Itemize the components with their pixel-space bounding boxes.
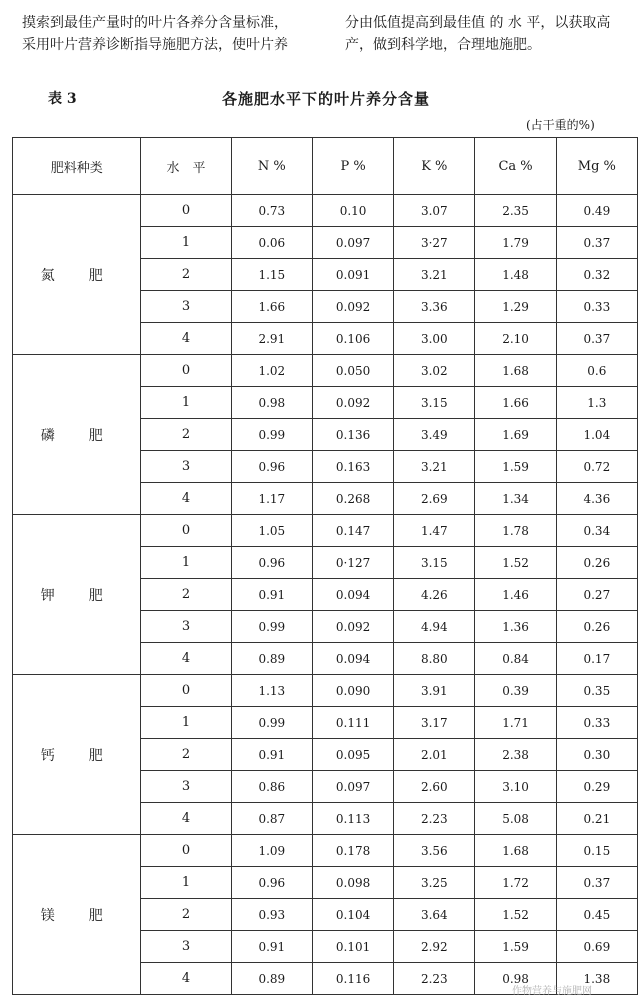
k-value-cell: 3.64 xyxy=(394,899,475,931)
k-value-cell: 4.26 xyxy=(394,579,475,611)
ca-value-cell: 0.39 xyxy=(475,675,556,707)
header-level: 水 平 xyxy=(141,138,231,195)
watermark: 作物营养与施肥网 xyxy=(512,986,592,997)
header-mg: Mg % xyxy=(556,138,637,195)
p-value-cell: 0.097 xyxy=(312,227,393,259)
level-cell: 4 xyxy=(141,643,231,675)
p-value-cell: 0.098 xyxy=(312,867,393,899)
n-value-cell: 0.87 xyxy=(231,803,312,835)
k-value-cell: 3.36 xyxy=(394,291,475,323)
k-value-cell: 2.69 xyxy=(394,483,475,515)
p-value-cell: 0.113 xyxy=(312,803,393,835)
p-value-cell: 0.097 xyxy=(312,771,393,803)
level-cell: 2 xyxy=(141,739,231,771)
mg-value-cell: 1.3 xyxy=(556,387,637,419)
header-ca: Ca % xyxy=(475,138,556,195)
ca-value-cell: 1.66 xyxy=(475,387,556,419)
table-row xyxy=(13,675,638,707)
ca-value-cell: 0.98 xyxy=(475,963,556,995)
header-p: P % xyxy=(312,138,393,195)
level-cell: 4 xyxy=(141,803,231,835)
k-value-cell: 3.21 xyxy=(394,451,475,483)
k-value-cell: 8.80 xyxy=(394,643,475,675)
level-cell: 3 xyxy=(141,931,231,963)
level-cell: 1 xyxy=(141,707,231,739)
level-cell: 4 xyxy=(141,323,231,355)
header-k: K % xyxy=(394,138,475,195)
p-value-cell: 0.136 xyxy=(312,419,393,451)
n-value-cell: 1.02 xyxy=(231,355,312,387)
ca-value-cell: 1.52 xyxy=(475,547,556,579)
k-value-cell: 3.21 xyxy=(394,259,475,291)
level-cell: 2 xyxy=(141,899,231,931)
mg-value-cell: 0.32 xyxy=(556,259,637,291)
k-value-cell: 1.47 xyxy=(394,515,475,547)
p-value-cell: 0.050 xyxy=(312,355,393,387)
mg-value-cell: 0.26 xyxy=(556,547,637,579)
intro-right-line-2: 产，做到科学地，合理地施肥。 xyxy=(345,37,541,53)
nutrient-table xyxy=(12,137,638,995)
ca-value-cell: 1.34 xyxy=(475,483,556,515)
k-value-cell: 2.23 xyxy=(394,803,475,835)
ca-value-cell: 1.78 xyxy=(475,515,556,547)
ca-value-cell: 1.79 xyxy=(475,227,556,259)
fertilizer-type-cell: 钾 肥 xyxy=(13,515,141,675)
intro-left-line-1: 摸索到最佳产量时的叶片各养分含量标准， xyxy=(22,15,288,31)
p-value-cell: 0.101 xyxy=(312,931,393,963)
level-cell: 3 xyxy=(141,611,231,643)
k-value-cell: 3.56 xyxy=(394,835,475,867)
n-value-cell: 1.17 xyxy=(231,483,312,515)
k-value-cell: 3.49 xyxy=(394,419,475,451)
n-value-cell: 1.66 xyxy=(231,291,312,323)
fertilizer-type-cell: 钙 肥 xyxy=(13,675,141,835)
mg-value-cell: 0.27 xyxy=(556,579,637,611)
level-cell: 4 xyxy=(141,483,231,515)
ca-value-cell: 1.52 xyxy=(475,899,556,931)
intro-right-column xyxy=(345,12,637,56)
n-value-cell: 0.86 xyxy=(231,771,312,803)
k-value-cell: 3.17 xyxy=(394,707,475,739)
table-row xyxy=(13,195,638,227)
p-value-cell: 0.111 xyxy=(312,707,393,739)
header-row xyxy=(13,138,638,195)
table-row xyxy=(13,355,638,387)
k-value-cell: 3.91 xyxy=(394,675,475,707)
mg-value-cell: 0.72 xyxy=(556,451,637,483)
level-cell: 0 xyxy=(141,675,231,707)
level-cell: 2 xyxy=(141,579,231,611)
n-value-cell: 1.09 xyxy=(231,835,312,867)
n-value-cell: 0.91 xyxy=(231,579,312,611)
mg-value-cell: 0.37 xyxy=(556,867,637,899)
p-value-cell: 0.091 xyxy=(312,259,393,291)
p-value-cell: 0·127 xyxy=(312,547,393,579)
header-n: N % xyxy=(231,138,312,195)
k-value-cell: 2.23 xyxy=(394,963,475,995)
level-cell: 1 xyxy=(141,547,231,579)
level-cell: 2 xyxy=(141,259,231,291)
k-value-cell: 2.01 xyxy=(394,739,475,771)
level-cell: 3 xyxy=(141,451,231,483)
table-row xyxy=(13,835,638,867)
table-header xyxy=(13,138,638,195)
n-value-cell: 0.99 xyxy=(231,707,312,739)
mg-value-cell: 0.35 xyxy=(556,675,637,707)
mg-value-cell: 0.29 xyxy=(556,771,637,803)
n-value-cell: 0.96 xyxy=(231,867,312,899)
n-value-cell: 0.06 xyxy=(231,227,312,259)
ca-value-cell: 1.29 xyxy=(475,291,556,323)
level-cell: 3 xyxy=(141,771,231,803)
mg-value-cell: 0.33 xyxy=(556,291,637,323)
unit-note: (占干重的%) xyxy=(526,118,595,132)
ca-value-cell: 3.10 xyxy=(475,771,556,803)
k-value-cell: 3.00 xyxy=(394,323,475,355)
ca-value-cell: 1.46 xyxy=(475,579,556,611)
table-body xyxy=(13,195,638,995)
level-cell: 4 xyxy=(141,963,231,995)
k-value-cell: 3.25 xyxy=(394,867,475,899)
mg-value-cell: 0.26 xyxy=(556,611,637,643)
table-title: 各施肥水平下的叶片养分含量 xyxy=(222,90,431,108)
n-value-cell: 1.05 xyxy=(231,515,312,547)
mg-value-cell: 1.04 xyxy=(556,419,637,451)
mg-value-cell: 0.37 xyxy=(556,227,637,259)
ca-value-cell: 0.84 xyxy=(475,643,556,675)
n-value-cell: 1.13 xyxy=(231,675,312,707)
fertilizer-type-cell: 磷 肥 xyxy=(13,355,141,515)
mg-value-cell: 0.30 xyxy=(556,739,637,771)
n-value-cell: 0.89 xyxy=(231,643,312,675)
p-value-cell: 0.092 xyxy=(312,611,393,643)
level-cell: 0 xyxy=(141,835,231,867)
n-value-cell: 1.15 xyxy=(231,259,312,291)
intro-right-line-1: 分由低值提高到最佳值 的 水 平，以获取高 xyxy=(345,15,611,31)
p-value-cell: 0.094 xyxy=(312,643,393,675)
ca-value-cell: 1.69 xyxy=(475,419,556,451)
mg-value-cell: 0.45 xyxy=(556,899,637,931)
fertilizer-type-cell: 镁 肥 xyxy=(13,835,141,995)
k-value-cell: 3.15 xyxy=(394,547,475,579)
n-value-cell: 0.96 xyxy=(231,451,312,483)
ca-value-cell: 5.08 xyxy=(475,803,556,835)
fertilizer-type-cell: 氮 肥 xyxy=(13,195,141,355)
ca-value-cell: 2.38 xyxy=(475,739,556,771)
k-value-cell: 2.60 xyxy=(394,771,475,803)
n-value-cell: 0.91 xyxy=(231,739,312,771)
k-value-cell: 3·27 xyxy=(394,227,475,259)
ca-value-cell: 1.71 xyxy=(475,707,556,739)
p-value-cell: 0.092 xyxy=(312,291,393,323)
level-cell: 1 xyxy=(141,227,231,259)
level-cell: 2 xyxy=(141,419,231,451)
ca-value-cell: 1.68 xyxy=(475,355,556,387)
k-value-cell: 3.02 xyxy=(394,355,475,387)
n-value-cell: 0.93 xyxy=(231,899,312,931)
n-value-cell: 0.99 xyxy=(231,611,312,643)
ca-value-cell: 1.59 xyxy=(475,931,556,963)
p-value-cell: 0.147 xyxy=(312,515,393,547)
level-cell: 1 xyxy=(141,387,231,419)
p-value-cell: 0.10 xyxy=(312,195,393,227)
ca-value-cell: 1.48 xyxy=(475,259,556,291)
p-value-cell: 0.163 xyxy=(312,451,393,483)
mg-value-cell: 0.6 xyxy=(556,355,637,387)
mg-value-cell: 0.49 xyxy=(556,195,637,227)
p-value-cell: 0.090 xyxy=(312,675,393,707)
mg-value-cell: 0.69 xyxy=(556,931,637,963)
p-value-cell: 0.268 xyxy=(312,483,393,515)
mg-value-cell: 0.33 xyxy=(556,707,637,739)
ca-value-cell: 1.36 xyxy=(475,611,556,643)
level-cell: 0 xyxy=(141,195,231,227)
level-cell: 1 xyxy=(141,867,231,899)
mg-value-cell: 4.36 xyxy=(556,483,637,515)
n-value-cell: 0.89 xyxy=(231,963,312,995)
level-cell: 3 xyxy=(141,291,231,323)
k-value-cell: 3.07 xyxy=(394,195,475,227)
p-value-cell: 0.178 xyxy=(312,835,393,867)
n-value-cell: 0.99 xyxy=(231,419,312,451)
p-value-cell: 0.116 xyxy=(312,963,393,995)
n-value-cell: 0.98 xyxy=(231,387,312,419)
n-value-cell: 2.91 xyxy=(231,323,312,355)
p-value-cell: 0.092 xyxy=(312,387,393,419)
ca-value-cell: 2.10 xyxy=(475,323,556,355)
level-cell: 0 xyxy=(141,355,231,387)
intro-left-column xyxy=(22,12,322,56)
p-value-cell: 0.094 xyxy=(312,579,393,611)
p-value-cell: 0.095 xyxy=(312,739,393,771)
header-fertilizer-type: 肥料种类 xyxy=(13,138,141,195)
table-row xyxy=(13,515,638,547)
table-label: 表 3 xyxy=(48,91,77,107)
mg-value-cell: 0.37 xyxy=(556,323,637,355)
k-value-cell: 4.94 xyxy=(394,611,475,643)
k-value-cell: 2.92 xyxy=(394,931,475,963)
n-value-cell: 0.73 xyxy=(231,195,312,227)
level-cell: 0 xyxy=(141,515,231,547)
intro-left-line-2: 采用叶片营养诊断指导施肥方法，使叶片养 xyxy=(22,37,288,53)
mg-value-cell: 0.21 xyxy=(556,803,637,835)
mg-value-cell: 0.34 xyxy=(556,515,637,547)
n-value-cell: 0.91 xyxy=(231,931,312,963)
n-value-cell: 0.96 xyxy=(231,547,312,579)
mg-value-cell: 0.17 xyxy=(556,643,637,675)
ca-value-cell: 1.72 xyxy=(475,867,556,899)
p-value-cell: 0.104 xyxy=(312,899,393,931)
ca-value-cell: 1.68 xyxy=(475,835,556,867)
ca-value-cell: 1.59 xyxy=(475,451,556,483)
mg-value-cell: 0.15 xyxy=(556,835,637,867)
ca-value-cell: 2.35 xyxy=(475,195,556,227)
mg-value-cell: 1.38 xyxy=(556,963,637,995)
k-value-cell: 3.15 xyxy=(394,387,475,419)
p-value-cell: 0.106 xyxy=(312,323,393,355)
